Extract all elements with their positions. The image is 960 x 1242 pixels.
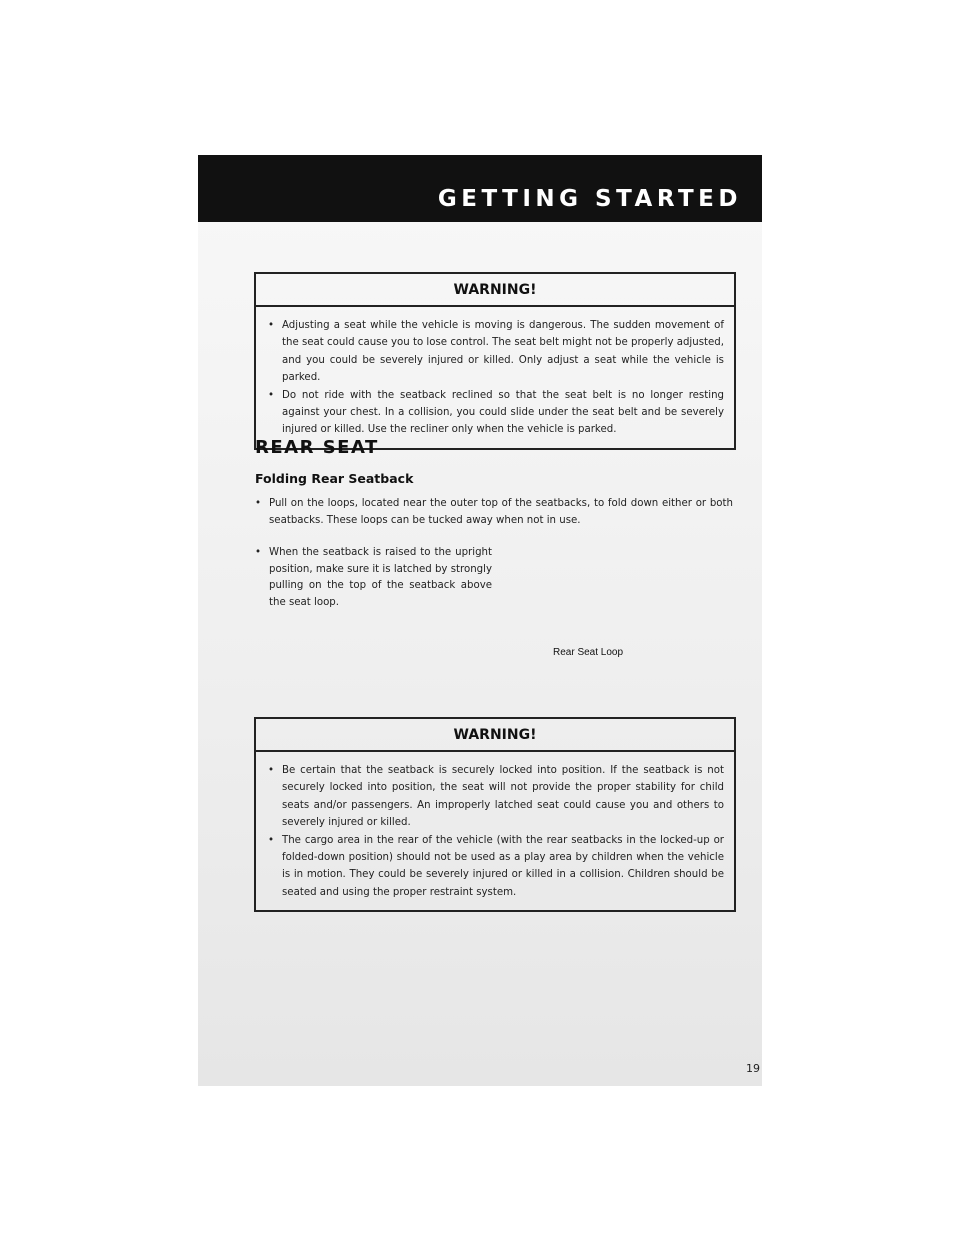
warning-item [268,832,724,902]
warning-item [268,762,724,832]
warning-heading: WARNING! [256,274,734,307]
body-item-text: When the seatback is raised to the upright position, make sure it is latched by strongly pulling on the top of the seatback above the seat loop. [269,547,492,608]
bullet: • [268,389,275,401]
manual-page [198,155,762,1086]
warning-item-text: Be certain that the seatback is securely locked into position. If the seatback is not securely locked into position, the seat will not provide the proper stability for child seats and/or passengers. An improperly latched seat could cause you and others to severely injured or killed. [282,765,724,829]
bullet: • [268,320,275,331]
warning-body [256,752,734,910]
rear-seat-heading: REAR SEAT [255,437,379,458]
warning-item-text: Do not ride with the seatback reclined so that the seat belt is no longer resting against your chest. In a collision, you could slide under the seat belt and be severely injured or killed. Use the recliner only when the vehicle is parked. [282,389,724,436]
figure-caption: Rear Seat Loop [553,647,624,658]
warning-heading: WARNING! [256,719,734,752]
warning-item-text: The cargo area in the rear of the vehicle (with the rear seatbacks in the locked-up or folded-down position) should not be used as a play area by children when the vehicle is in motion. They could be severely injured or killed in a collision. Children should be seated and using the proper restraint system. [282,834,724,898]
bullet: • [255,547,262,558]
warning-body [256,307,734,448]
warning-item [268,387,724,439]
bullet: • [255,498,262,509]
bullet: • [268,765,275,776]
bullet: • [268,834,275,846]
warning-box-seatback-lock [254,717,736,912]
body-item-text: Pull on the loops, located near the outer top of the seatbacks, to fold down either or both seatbacks. These loops can be tucked away when not in use. [269,498,733,526]
body-list-item [255,496,733,529]
folding-rear-seatback-subheading: Folding Rear Seatback [255,471,414,486]
section-title: GETTING STARTED [437,186,742,212]
warning-box-seat-adjust [254,272,736,450]
warning-item [268,317,724,387]
page-number: 19 [746,1062,760,1075]
warning-item-text: Adjusting a seat while the vehicle is moving is dangerous. The sudden movement of the seat could cause you to lose control. The seat belt might not be properly adjusted, and you could be severely injured or killed. Only adjust a seat while the vehicle is parked. [282,320,724,384]
body-list-item [255,545,492,611]
section-header-band [198,155,762,222]
